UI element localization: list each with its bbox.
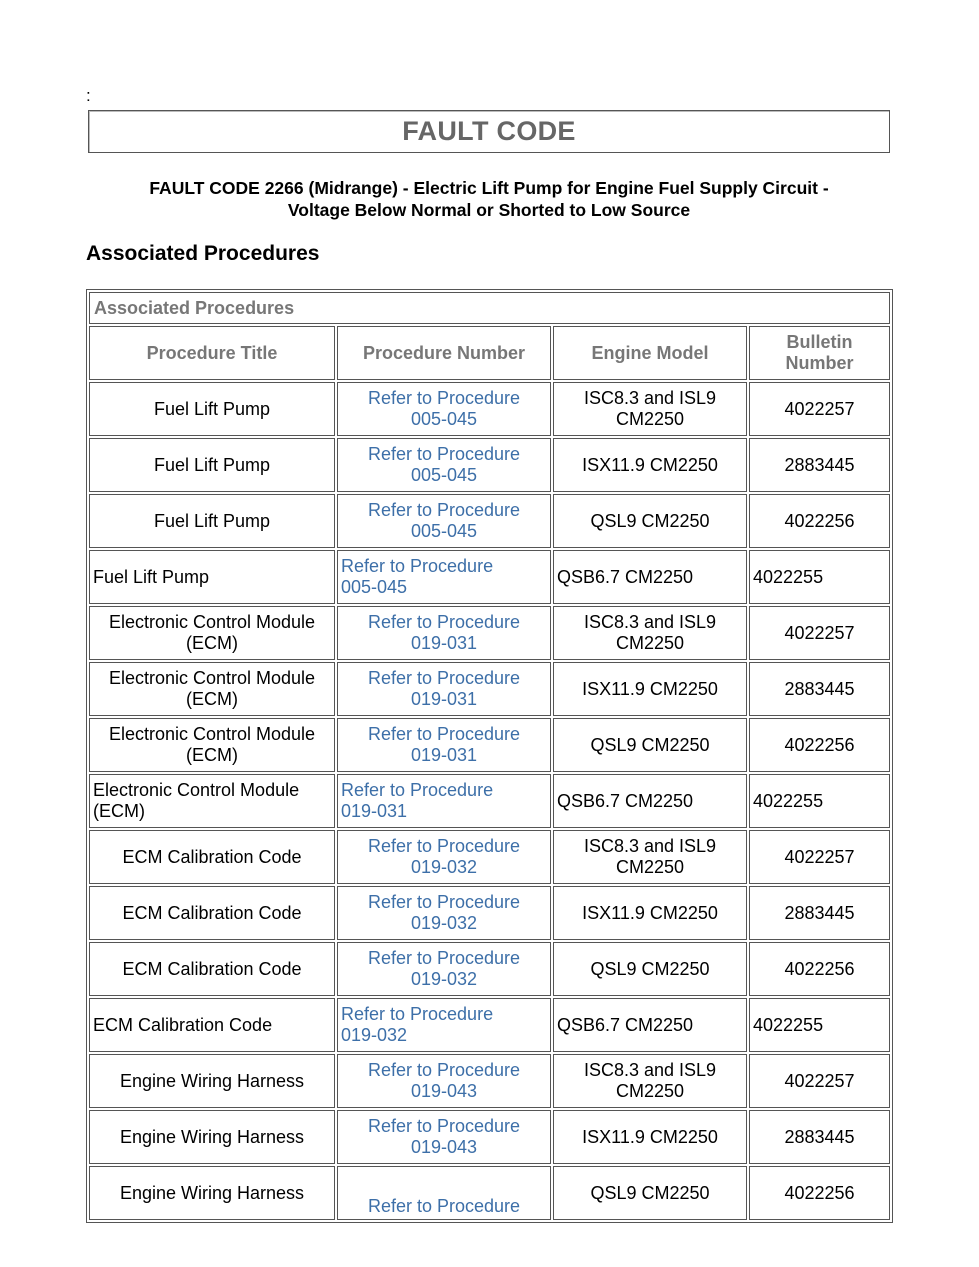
header-procedure-title: Procedure Title xyxy=(89,326,335,380)
table-row xyxy=(89,550,890,604)
table-row xyxy=(89,830,890,884)
procedure-link-text[interactable]: Refer to Procedure xyxy=(341,780,494,800)
engine-model-cell: QSL9 CM2250 xyxy=(553,1166,747,1220)
procedure-link[interactable] xyxy=(337,1166,551,1220)
procedure-title-cell: Fuel Lift Pump xyxy=(89,494,335,548)
table-row xyxy=(89,1166,890,1220)
procedure-link-text[interactable]: Refer to Procedure xyxy=(367,1196,521,1216)
description-line-2: Voltage Below Normal or Shorted to Low Source xyxy=(287,200,691,220)
engine-model-cell: QSL9 CM2250 xyxy=(553,942,747,996)
procedure-link-text[interactable]: Refer to Procedure xyxy=(367,444,521,464)
bulletin-number-cell: 4022257 xyxy=(749,830,890,884)
procedure-link-text[interactable]: Refer to Procedure xyxy=(367,892,521,912)
procedure-title-cell: ECM Calibration Code xyxy=(89,830,335,884)
table-row xyxy=(89,438,890,492)
engine-model-cell: ISC8.3 and ISL9 CM2250 xyxy=(553,382,747,436)
procedure-link-text[interactable]: Refer to Procedure xyxy=(367,836,521,856)
bulletin-number-cell: 4022257 xyxy=(749,382,890,436)
procedure-link-text[interactable]: Refer to Procedure xyxy=(367,500,521,520)
table-row xyxy=(89,1110,890,1164)
procedure-number-text[interactable]: 005-045 xyxy=(410,465,478,485)
bulletin-number-cell: 4022257 xyxy=(749,1054,890,1108)
bulletin-number-cell: 4022255 xyxy=(749,774,890,828)
description-line-1: FAULT CODE 2266 (Midrange) - Electric Lift Pump for Engine Fuel Supply Circuit - xyxy=(149,178,829,198)
procedure-link-text[interactable]: Refer to Procedure xyxy=(367,724,521,744)
procedures-table xyxy=(86,289,893,1223)
table-row xyxy=(89,1054,890,1108)
procedure-title-cell: Fuel Lift Pump xyxy=(89,382,335,436)
procedure-link[interactable] xyxy=(337,998,551,1052)
bulletin-number-cell: 4022255 xyxy=(749,998,890,1052)
procedure-title-cell: Engine Wiring Harness xyxy=(89,1054,335,1108)
engine-model-cell: ISX11.9 CM2250 xyxy=(553,886,747,940)
engine-model-cell: QSB6.7 CM2250 xyxy=(553,550,747,604)
table-row xyxy=(89,494,890,548)
procedure-link[interactable] xyxy=(337,494,551,548)
engine-model-cell: ISX11.9 CM2250 xyxy=(553,662,747,716)
header-bulletin-number: Bulletin Number xyxy=(749,326,890,380)
engine-model-cell: ISX11.9 CM2250 xyxy=(553,438,747,492)
procedure-link[interactable] xyxy=(337,718,551,772)
procedure-title-cell: Engine Wiring Harness xyxy=(89,1110,335,1164)
bulletin-number-cell: 2883445 xyxy=(749,662,890,716)
table-row xyxy=(89,774,890,828)
procedure-title-cell: Engine Wiring Harness xyxy=(89,1166,335,1220)
table-row xyxy=(89,998,890,1052)
procedure-link-text[interactable]: Refer to Procedure xyxy=(367,388,521,408)
procedure-link[interactable] xyxy=(337,662,551,716)
procedure-link[interactable] xyxy=(337,886,551,940)
procedure-title-cell: ECM Calibration Code xyxy=(89,886,335,940)
fault-code-title: FAULT CODE xyxy=(402,116,576,146)
engine-model-cell: ISC8.3 and ISL9 CM2250 xyxy=(553,606,747,660)
section-heading: Associated Procedures xyxy=(86,242,320,265)
table-row xyxy=(89,942,890,996)
procedure-title-cell: Electronic Control Module (ECM) xyxy=(89,662,335,716)
procedure-title-cell: ECM Calibration Code xyxy=(89,942,335,996)
engine-model-cell: QSB6.7 CM2250 xyxy=(553,774,747,828)
procedure-link[interactable] xyxy=(337,550,551,604)
procedure-link[interactable] xyxy=(337,830,551,884)
fault-code-description xyxy=(88,177,890,221)
procedure-number-text[interactable]: 019-043 xyxy=(410,1081,478,1101)
procedure-number-text[interactable]: 005-045 xyxy=(410,521,478,541)
procedure-link[interactable] xyxy=(337,1110,551,1164)
procedure-link-text[interactable]: Refer to Procedure xyxy=(341,556,494,576)
bulletin-number-cell: 4022256 xyxy=(749,494,890,548)
procedure-link[interactable] xyxy=(337,382,551,436)
bulletin-number-cell: 4022256 xyxy=(749,1166,890,1220)
procedure-link[interactable] xyxy=(337,1054,551,1108)
procedure-number-text[interactable]: 019-032 xyxy=(341,1025,408,1045)
table-row xyxy=(89,606,890,660)
engine-model-cell: QSB6.7 CM2250 xyxy=(553,998,747,1052)
procedure-link-text[interactable]: Refer to Procedure xyxy=(367,1060,521,1080)
procedure-link-text[interactable]: Refer to Procedure xyxy=(367,948,521,968)
procedure-title-cell: Electronic Control Module (ECM) xyxy=(89,606,335,660)
procedure-link[interactable] xyxy=(337,774,551,828)
procedure-link-text[interactable]: Refer to Procedure xyxy=(367,668,521,688)
procedure-link[interactable] xyxy=(337,942,551,996)
procedure-number-text[interactable]: 019-031 xyxy=(410,745,478,765)
bulletin-number-cell: 4022256 xyxy=(749,942,890,996)
procedure-number-text[interactable]: 019-032 xyxy=(410,913,478,933)
header-engine-model: Engine Model xyxy=(553,326,747,380)
bulletin-number-cell: 4022256 xyxy=(749,718,890,772)
procedure-title-cell: Electronic Control Module (ECM) xyxy=(89,718,335,772)
bulletin-number-cell: 2883445 xyxy=(749,1110,890,1164)
procedure-number-text[interactable]: 019-031 xyxy=(410,633,478,653)
bulletin-number-cell: 2883445 xyxy=(749,438,890,492)
table-row xyxy=(89,662,890,716)
table-caption: Associated Procedures xyxy=(89,292,890,324)
procedure-link-text[interactable]: Refer to Procedure xyxy=(367,1116,521,1136)
bulletin-number-cell: 4022255 xyxy=(749,550,890,604)
procedure-link-text[interactable]: Refer to Procedure xyxy=(341,1004,494,1024)
procedures-table-container xyxy=(86,289,891,1216)
engine-model-cell: ISX11.9 CM2250 xyxy=(553,1110,747,1164)
page-colon: : xyxy=(86,86,91,105)
engine-model-cell: ISC8.3 and ISL9 CM2250 xyxy=(553,830,747,884)
fault-code-banner xyxy=(88,110,890,153)
procedure-number-text[interactable]: 005-045 xyxy=(341,577,408,597)
table-row xyxy=(89,382,890,436)
table-row xyxy=(89,886,890,940)
procedure-number-text[interactable]: 019-031 xyxy=(341,801,408,821)
engine-model-cell: QSL9 CM2250 xyxy=(553,718,747,772)
engine-model-cell: ISC8.3 and ISL9 CM2250 xyxy=(553,1054,747,1108)
procedure-title-cell: Fuel Lift Pump xyxy=(89,550,335,604)
procedure-title-cell: ECM Calibration Code xyxy=(89,998,335,1052)
bulletin-number-cell: 4022257 xyxy=(749,606,890,660)
procedure-number-text[interactable]: 019-032 xyxy=(410,857,478,877)
procedure-title-cell: Electronic Control Module (ECM) xyxy=(89,774,335,828)
procedure-link[interactable] xyxy=(337,438,551,492)
procedure-number-text[interactable]: 005-045 xyxy=(410,409,478,429)
header-procedure-number: Procedure Number xyxy=(337,326,551,380)
procedure-number-text[interactable]: 019-031 xyxy=(410,689,478,709)
procedure-link[interactable] xyxy=(337,606,551,660)
engine-model-cell: QSL9 CM2250 xyxy=(553,494,747,548)
bulletin-number-cell: 2883445 xyxy=(749,886,890,940)
procedure-title-cell: Fuel Lift Pump xyxy=(89,438,335,492)
procedure-link-text[interactable]: Refer to Procedure xyxy=(367,612,521,632)
procedure-number-text[interactable]: 019-043 xyxy=(410,1137,478,1157)
procedure-number-text[interactable]: 019-032 xyxy=(410,969,478,989)
table-row xyxy=(89,718,890,772)
